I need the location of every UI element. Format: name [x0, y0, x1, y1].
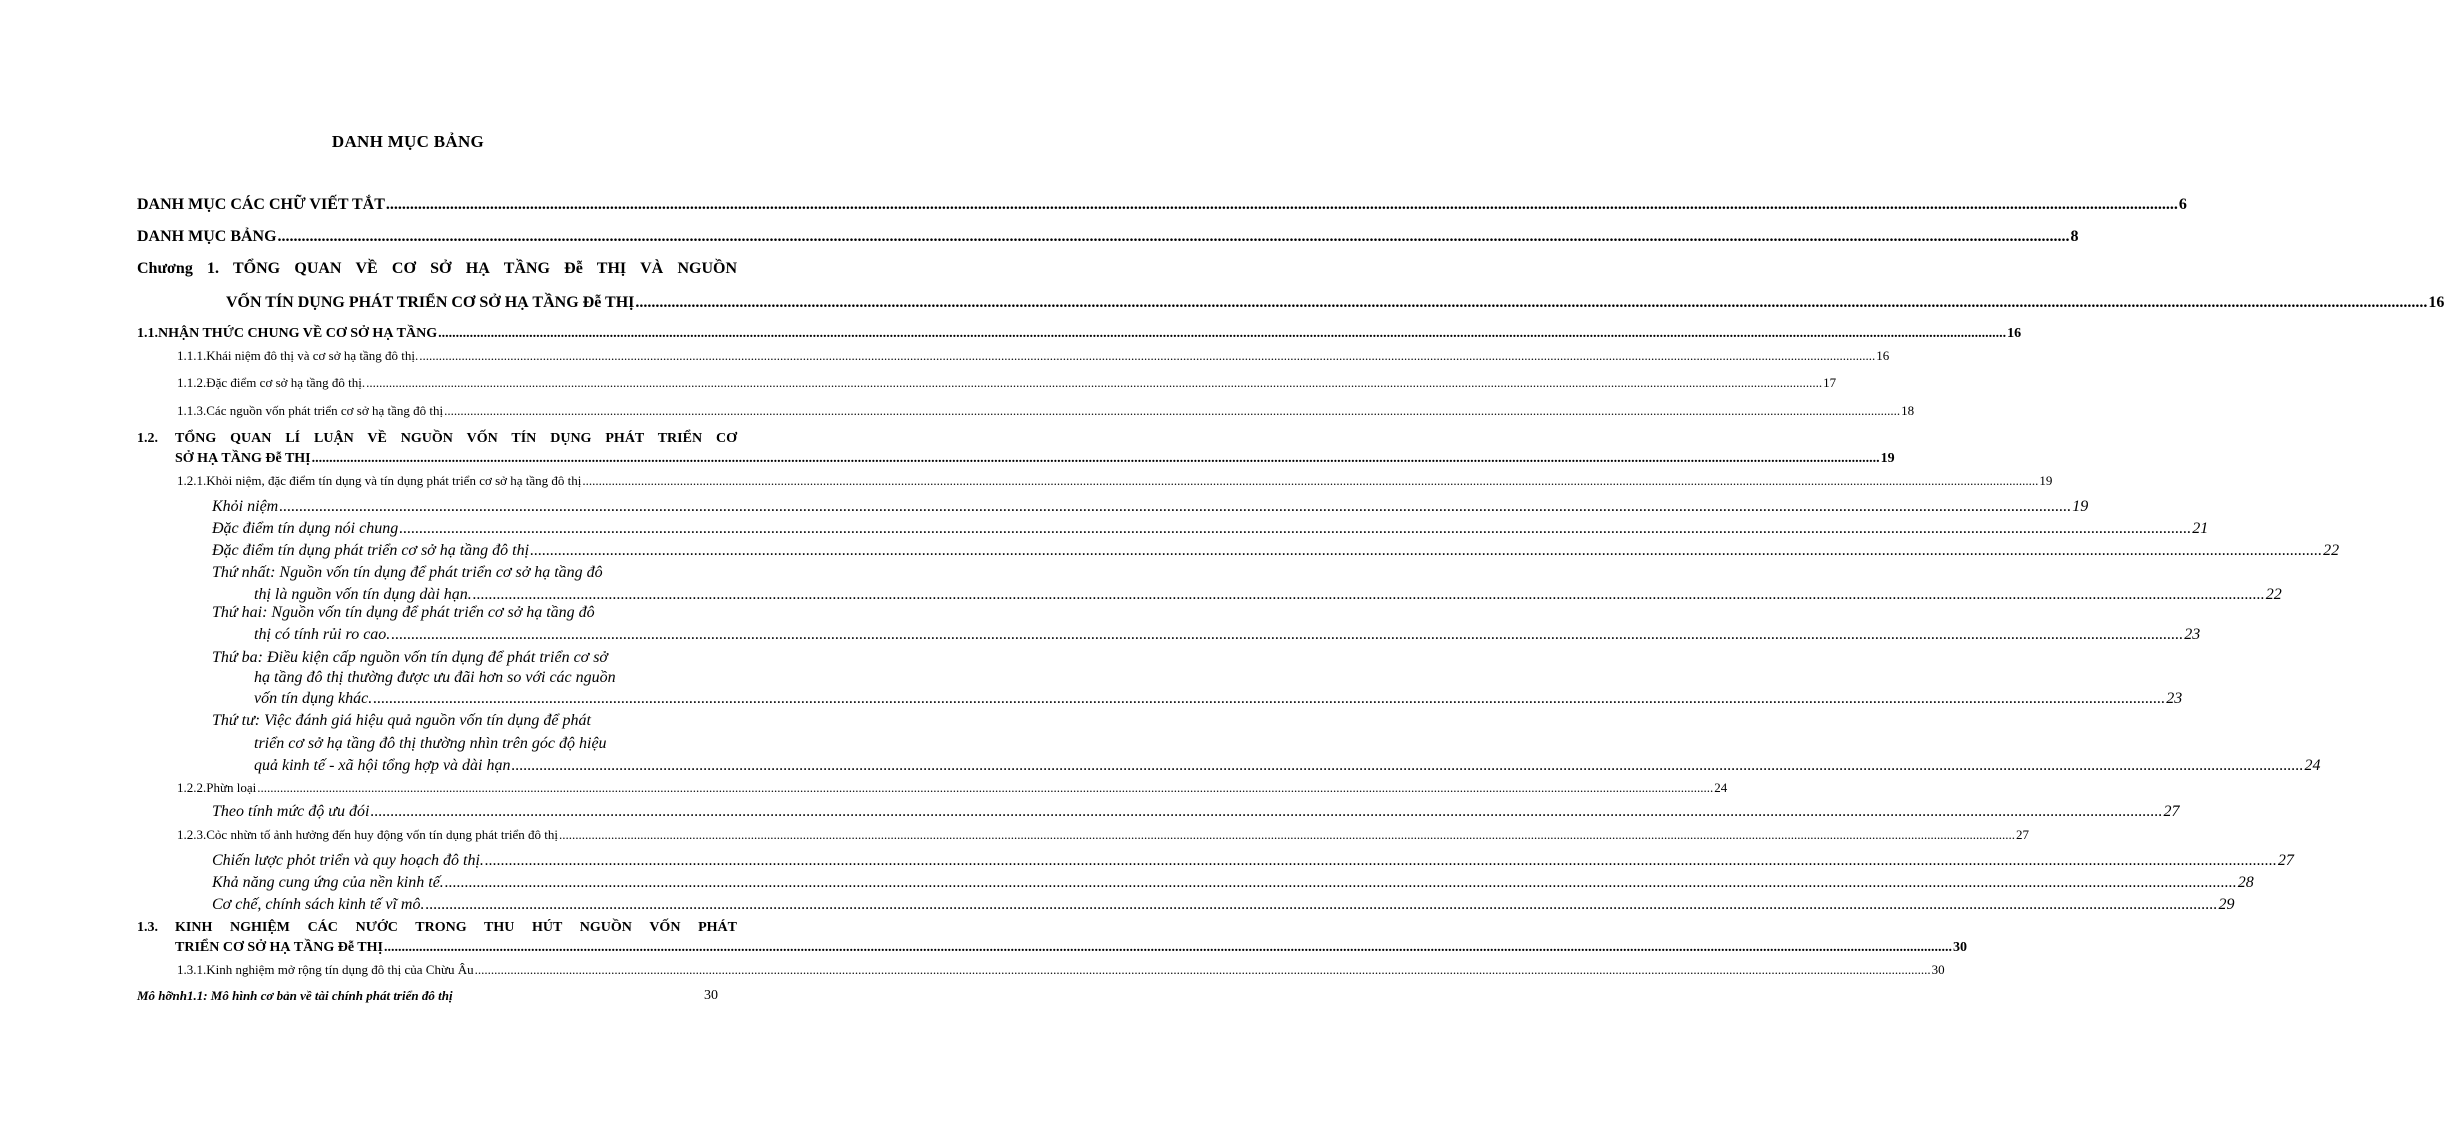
section-number: 1.2.3.: [177, 827, 207, 842]
section-number: 1.1.: [137, 326, 158, 341]
toc-label: VỐN TÍN DỤNG PHÁT TRIỂN CƠ SỞ HẠ TẦNG Đễ THỊ: [226, 294, 635, 311]
toc-leader: [475, 962, 1931, 978]
toc-item-thu-tu[interactable]: Thứ tư: Việc đánh giá hiệu quả nguồn vốn tín dụng để phát: [212, 712, 591, 729]
toc-item-dac-diem-ptcsht[interactable]: [212, 542, 2340, 560]
toc-label: Khả năng cung ứng của nền kinh tế.: [212, 874, 444, 891]
toc-section-1-2[interactable]: TỔNG QUAN LÍ LUẬN VỀ NGUỒN VỐN TÍN DỤNG PHÁT TRIỂN CƠ: [175, 431, 737, 446]
toc-entry-tables[interactable]: [137, 228, 2079, 246]
toc-page: 16: [2007, 326, 2022, 341]
toc-page: 18: [1901, 403, 1915, 418]
toc-page: 19: [2039, 473, 2053, 488]
toc-item-thu-ba[interactable]: Thứ ba: Điều kiện cấp nguồn vốn tín dụng để phát triển cơ sở: [212, 649, 608, 666]
toc-entry-abbreviations[interactable]: [137, 196, 2187, 214]
toc-page: 28: [2237, 874, 2254, 891]
toc-label: SỞ HẠ TẦNG Đễ THỊ: [175, 451, 311, 466]
toc-page: 29: [2218, 896, 2235, 913]
toc-item-thu-tu-end[interactable]: [254, 757, 2321, 775]
toc-page: 16: [2428, 294, 2444, 311]
chapter-1-heading-cont[interactable]: [226, 294, 2444, 312]
toc-page: 24: [1714, 780, 1728, 795]
toc-subsection-1-2-1[interactable]: [177, 473, 2053, 489]
toc-leader: [384, 940, 1952, 956]
page-title: DANH MỤC BẢNG: [331, 132, 485, 151]
section-number: 1.1.3.: [177, 403, 207, 418]
toc-label: Đặc điểm tín dụng nói chung: [212, 520, 399, 537]
toc-label: thị có tính rủi ro cao.: [254, 626, 391, 643]
chapter-1-heading[interactable]: Chương 1. TỔNG QUAN VỀ CƠ SỞ HẠ TẦNG Đễ THỊ VÀ NGUỒN: [137, 260, 737, 277]
toc-label: Phừn loại: [206, 780, 257, 795]
toc-label: quả kinh tế - xã hội tổng hợp và dài hạn: [254, 757, 511, 774]
section-number: 1.3.: [137, 920, 158, 935]
toc-item-thu-nhat[interactable]: Thứ nhất: Nguồn vốn tín dụng để phát triển cơ sở hạ tầng đô: [212, 564, 603, 581]
toc-leader: [279, 498, 2071, 516]
toc-section-1-3[interactable]: KINH NGHIỆM CÁC NƯỚC TRONG THU HÚT NGUỒN VỐN PHÁT: [175, 920, 737, 935]
toc-item-thu-ba-end[interactable]: [254, 690, 2183, 708]
section-number: 1.1.1.: [177, 348, 207, 363]
toc-leader: [512, 757, 2304, 775]
toc-leader: [366, 375, 1822, 391]
toc-item-dac-diem-chung[interactable]: [212, 520, 2209, 538]
toc-page: 16: [1876, 348, 1890, 363]
toc-label: TRIỂN CƠ SỞ HẠ TẦNG Đễ THỊ: [175, 940, 383, 955]
toc-label: DANH MỤC CÁC CHỮ VIẾT TẮT: [137, 196, 385, 213]
toc-label: Chiến lược phỏt triển và quy hoạch đô thị.: [212, 852, 484, 869]
toc-page: 27: [2015, 827, 2029, 842]
toc-leader: [438, 326, 2006, 342]
toc-item-co-che[interactable]: [212, 896, 2235, 914]
toc-leader: [444, 403, 1900, 419]
toc-leader: [445, 874, 2237, 892]
toc-label: thị là nguồn vốn tín dụng dài hạn.: [254, 586, 472, 603]
toc-leader: [373, 690, 2165, 708]
toc-leader: [399, 520, 2191, 538]
toc-leader: [530, 542, 2322, 560]
toc-page: 27: [2277, 852, 2294, 869]
toc-label: Khỏi niệm: [212, 498, 279, 515]
toc-page: 22: [2265, 586, 2282, 603]
toc-label: Khỏi niệm, đặc điểm tín dụng và tín dụng phát triển cơ sở hạ tầng đô thị: [206, 473, 582, 488]
toc-leader: [257, 780, 1713, 796]
toc-leader: [391, 626, 2183, 644]
toc-subsection-1-1-3[interactable]: [177, 403, 1915, 419]
section-number: 1.3.1.: [177, 962, 207, 977]
toc-page: 21: [2192, 520, 2209, 537]
toc-subsection-1-3-1[interactable]: [177, 962, 1945, 978]
toc-leader: [419, 348, 1875, 364]
toc-subsection-1-1-2[interactable]: [177, 375, 1837, 391]
toc-item-theo-tinh[interactable]: [212, 803, 2180, 821]
toc-subsection-1-2-2[interactable]: [177, 780, 1728, 796]
section-number: 1.2.: [137, 431, 158, 446]
toc-item-khoi-niem[interactable]: [212, 498, 2089, 516]
toc-page: 30: [1931, 962, 1945, 977]
section-number: 1.2.1.: [177, 473, 207, 488]
toc-item-thu-hai[interactable]: Thứ hai: Nguồn vốn tín dụng để phát triển cơ sở hạ tầng đô: [212, 604, 595, 621]
toc-label: vốn tín dụng khác.: [254, 690, 373, 707]
toc-page: 17: [1823, 375, 1837, 390]
toc-page: 19: [1880, 451, 1895, 466]
toc-leader: [473, 586, 2265, 604]
toc-item-thu-tu-cont[interactable]: triển cơ sở hạ tầng đô thị thường nhìn trên góc độ hiệu: [254, 735, 607, 752]
toc-label: Theo tính mức độ ưu đói: [212, 803, 370, 820]
toc-label: NHẬN THỨC CHUNG VỀ CƠ SỞ HẠ TẦNG: [158, 326, 438, 341]
toc-leader: [278, 228, 2070, 246]
section-number: 1.1.2.: [177, 375, 207, 390]
toc-label: Đặc điểm tín dụng phát triển cơ sở hạ tầng đô thị: [212, 542, 530, 559]
toc-item-chien-luoc[interactable]: [212, 852, 2294, 870]
toc-item-kha-nang[interactable]: [212, 874, 2254, 892]
toc-leader: [635, 294, 2427, 312]
toc-page: 8: [2070, 228, 2079, 245]
toc-subsection-1-2-3[interactable]: [177, 827, 2029, 843]
toc-label: Cơ chế, chính sách kinh tế vĩ mô.: [212, 896, 425, 913]
toc-section-1-2-cont[interactable]: [175, 451, 1895, 467]
toc-item-thu-ba-cont[interactable]: hạ tầng đô thị thường được ưu đãi hơn so với các nguồn: [254, 669, 616, 686]
toc-page: 19: [2072, 498, 2089, 515]
toc-item-thu-nhat-cont[interactable]: [254, 586, 2282, 604]
toc-section-1-1[interactable]: [137, 326, 2022, 342]
toc-page: 24: [2304, 757, 2321, 774]
figure-caption[interactable]: Mô hỡnh1.1: Mô hình cơ bản về tài chính phát triển đô thị: [137, 988, 453, 1003]
toc-section-1-3-cont[interactable]: [175, 940, 1967, 956]
toc-leader: [386, 196, 2178, 214]
toc-page: 30: [1952, 940, 1967, 955]
toc-item-thu-hai-cont[interactable]: [254, 626, 2201, 644]
figure-caption-page: 30: [704, 988, 718, 1003]
toc-leader: [425, 896, 2217, 914]
toc-leader: [582, 473, 2038, 489]
toc-subsection-1-1-1[interactable]: [177, 348, 1890, 364]
toc-page: 23: [2166, 690, 2183, 707]
toc-leader: [485, 852, 2277, 870]
toc-label: Khái niệm đô thị và cơ sở hạ tầng đô thị.: [206, 348, 419, 363]
toc-page: 27: [2163, 803, 2180, 820]
toc-page: 6: [2178, 196, 2187, 213]
toc-label: Các nguồn vốn phát triển cơ sở hạ tầng đô thị: [206, 403, 444, 418]
section-number: 1.2.2.: [177, 780, 207, 795]
toc-label: DANH MỤC BẢNG: [137, 228, 277, 245]
toc-page: 22: [2323, 542, 2340, 559]
toc-leader: [370, 803, 2162, 821]
toc-page: 23: [2184, 626, 2201, 643]
toc-leader: [312, 451, 1880, 467]
toc-label: Cỏc nhừn tố ảnh hưởng đến huy động vốn tín dụng phát triển đô thị: [206, 827, 558, 842]
toc-label: Kinh nghiệm mở rộng tín dụng đô thị của Chừu Âu: [206, 962, 474, 977]
toc-label: Đặc điểm cơ sở hạ tầng đô thị.: [206, 375, 366, 390]
toc-leader: [559, 827, 2015, 843]
